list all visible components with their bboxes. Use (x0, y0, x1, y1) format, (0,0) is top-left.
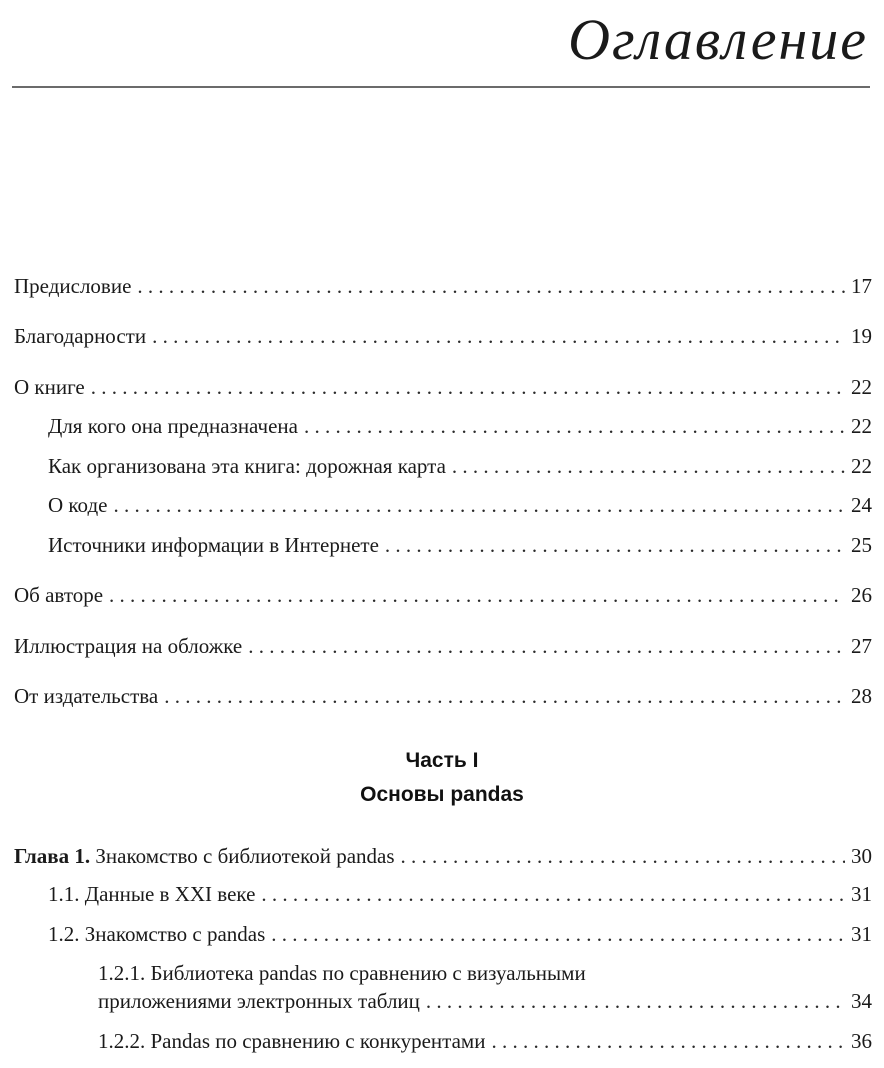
toc-entry-acknowledgements[interactable] (0, 322, 872, 350)
toc-entry-chapter-1[interactable] (0, 842, 872, 870)
dot-leader (248, 632, 845, 660)
toc-entry-text: Источники информации в Интернете (48, 533, 379, 557)
toc-page-number: 36 (851, 1029, 872, 1053)
toc-page-number: 26 (851, 583, 872, 607)
toc-page-number: 17 (851, 274, 872, 298)
dot-leader (452, 452, 845, 480)
page-title: Оглавление (568, 7, 868, 72)
dot-leader (113, 491, 845, 519)
dot-leader (491, 1027, 845, 1055)
dot-leader (152, 322, 845, 350)
toc-page-number: 27 (851, 634, 872, 658)
dot-leader (401, 842, 845, 870)
toc-page-number: 25 (851, 533, 872, 557)
toc-entry-text: О книге (14, 375, 85, 399)
toc-entry-text: 1.2.2. Pandas по сравнению с конкурентами (98, 1029, 486, 1053)
toc-entry-text: Как организована эта книга: дорожная карта (48, 454, 446, 478)
dot-leader (164, 682, 845, 710)
dot-leader (426, 987, 845, 1015)
dot-leader (109, 581, 845, 609)
toc-page-number: 24 (851, 493, 872, 517)
toc-entry-online-resources[interactable] (0, 531, 872, 559)
toc-entry-text: Об авторе (14, 583, 104, 607)
dot-leader (304, 412, 845, 440)
dot-leader (137, 272, 845, 300)
toc-page-number: 31 (851, 882, 872, 906)
toc-page-number: 22 (851, 454, 872, 478)
dot-leader (385, 531, 845, 559)
toc-entry-section-1-2-1-line1[interactable]: 1.2.1. Библиотека pandas по сравнению с визуальными (98, 961, 586, 985)
toc-entry-text: Благодарности (14, 324, 147, 348)
toc-entry-text: 1.2. Знакомство с pandas (48, 922, 266, 946)
toc-entry-text: Иллюстрация на обложке (14, 634, 243, 658)
title-divider (12, 86, 870, 88)
part-title: Основы pandas (360, 783, 524, 806)
dot-leader (91, 373, 845, 401)
toc-entry-text: 1.1. Данные в XXI веке (48, 882, 256, 906)
toc-page-number: 30 (851, 844, 872, 868)
toc-entry-publisher[interactable] (0, 682, 872, 710)
toc-entry-text (14, 842, 395, 870)
toc-entry-section-1-2[interactable] (0, 920, 872, 948)
dot-leader (261, 880, 845, 908)
toc-entry-cover-illustration[interactable] (0, 632, 872, 660)
toc-page-number: 22 (851, 375, 872, 399)
toc-entry-text: Предисловие (14, 274, 132, 298)
chapter-title: Знакомство с библиотекой pandas (95, 844, 395, 868)
chapter-label: Глава 1. (14, 844, 91, 868)
toc-entry-text: О коде (48, 493, 108, 517)
toc-entry-text: От издательства (14, 684, 159, 708)
toc-entry-section-1-2-2[interactable] (0, 1027, 872, 1055)
toc-page-number: 31 (851, 922, 872, 946)
dot-leader (271, 920, 845, 948)
toc-page-number: 19 (851, 324, 872, 348)
toc-entry-about-book[interactable] (0, 373, 872, 401)
toc-entry-preface[interactable] (0, 272, 872, 300)
toc-entry-roadmap[interactable] (0, 452, 872, 480)
toc-entry-section-1-2-1[interactable] (0, 987, 872, 1015)
toc-entry-audience[interactable] (0, 412, 872, 440)
toc-entry-text: приложениями электронных таблиц (98, 989, 420, 1013)
part-label: Часть I (405, 749, 479, 772)
toc-entry-text: Для кого она предназначена (48, 414, 298, 438)
toc-page-number: 28 (851, 684, 872, 708)
toc-entry-about-code[interactable] (0, 491, 872, 519)
toc-page-number: 34 (851, 989, 872, 1013)
toc-entry-section-1-1[interactable] (0, 880, 872, 908)
toc-entry-about-author[interactable] (0, 581, 872, 609)
toc-page-number: 22 (851, 414, 872, 438)
